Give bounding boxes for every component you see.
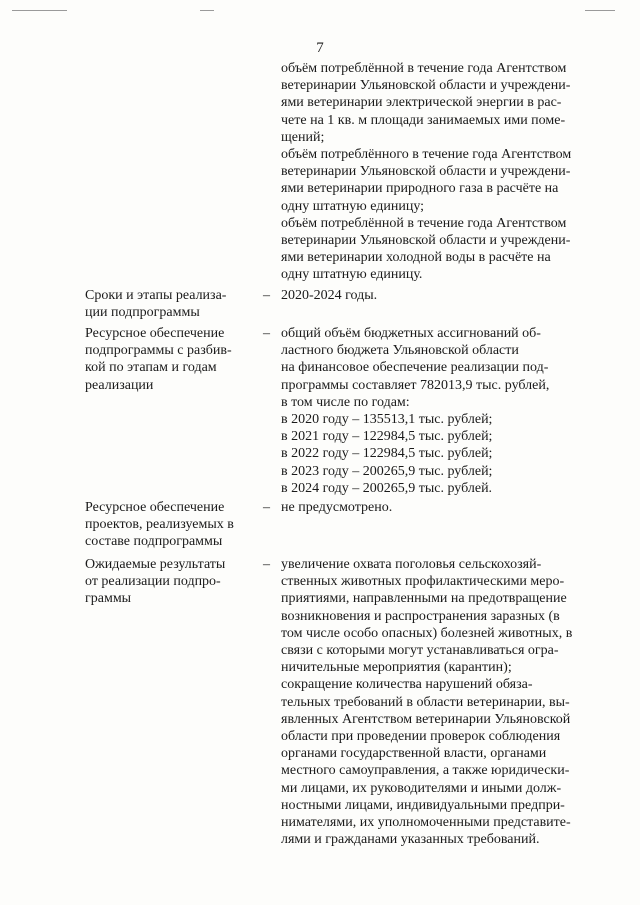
text-line: чете на 1 кв. м площади занимаемых ими поме-: [281, 112, 566, 128]
row-dash: –: [263, 288, 270, 303]
value-line: не предусмотрено.: [281, 500, 393, 515]
text-line: ями ветеринарии холодной воды в расчёте на: [281, 250, 551, 266]
value-line: ми лицами, их руководителями и иными долж-: [281, 780, 562, 796]
label-line: кой по этапам и годам: [85, 360, 217, 376]
text-line: объём потреблённой в течение года Агентством: [281, 215, 567, 231]
value-line: области при проведении проверок соблюдения: [281, 729, 561, 745]
row-label: [85, 556, 245, 608]
row-value: [281, 556, 601, 848]
row-value: [281, 325, 601, 497]
label-line: Ресурсное обеспечение: [85, 500, 225, 515]
value-line: ственных животных профилактическими меро-: [281, 574, 565, 590]
value-line: программы составляет 782013,9 тыс. рублей,: [281, 377, 550, 393]
row-value: [281, 499, 601, 516]
text-line: ветеринарии Ульяновской области и учреждени-: [281, 164, 571, 180]
label-line: Ожидаемые результаты: [85, 557, 226, 572]
text-line: ями ветеринарии электрической энергии в рас-: [281, 95, 562, 111]
value-line: органами государственной власти, органами: [281, 746, 547, 762]
scan-artifact-line: [12, 10, 67, 11]
scan-artifact-line: [585, 10, 615, 11]
value-line: в 2021 году – 122984,5 тыс. рублей;: [281, 429, 493, 445]
value-line: ластного бюджета Ульяновской области: [281, 343, 519, 359]
text-line: одну штатную единицу.: [281, 267, 423, 283]
label-line: составе подпрограммы: [85, 534, 223, 550]
value-line: в том числе по годам:: [281, 394, 410, 410]
row-label: [85, 287, 245, 321]
scan-artifact-line: [200, 10, 214, 11]
value-line: ничительные мероприятия (карантин);: [281, 660, 512, 676]
text-line: щений;: [281, 129, 325, 145]
label-line: Ресурсное обеспечение: [85, 326, 225, 341]
value-line: явленных Агентством ветеринарии Ульяновской: [281, 711, 571, 727]
row-dash: –: [263, 500, 270, 515]
value-line: общий объём бюджетных ассигнований об-: [281, 326, 541, 341]
value-line: в 2022 году – 122984,5 тыс. рублей;: [281, 446, 493, 462]
text-line: ветеринарии Ульяновской области и учреждени-: [281, 78, 571, 94]
label-line: подпрограммы с разбив-: [85, 343, 232, 359]
value-line: том числе особо опасных) болезней животных, в: [281, 625, 573, 641]
text-line: ями ветеринарии природного газа в расчёте на: [281, 181, 559, 197]
label-line: от реализации подпро-: [85, 574, 221, 590]
value-line: сокращение количества нарушений обяза-: [281, 677, 533, 693]
value-line: на финансовое обеспечение реализации под-: [281, 360, 549, 376]
value-line: в 2024 году – 200265,9 тыс. рублей.: [281, 480, 493, 496]
value-line: 2020-2024 годы.: [281, 288, 378, 303]
value-line: местного самоуправления, а также юридически-: [281, 763, 570, 779]
label-line: Сроки и этапы реализа-: [85, 288, 227, 303]
label-line: реализации: [85, 377, 154, 393]
row-dash: –: [263, 557, 270, 572]
value-line: ностными лицами, индивидуальными предпри-: [281, 797, 565, 813]
continued-indicators-text: [281, 60, 601, 284]
value-line: возникновения и распространения заразных (в: [281, 608, 560, 624]
value-line: приятиями, направленными на предотвращение: [281, 591, 567, 607]
label-line: граммы: [85, 591, 132, 607]
text-line: одну штатную единицу;: [281, 198, 425, 214]
value-line: в 2023 году – 200265,9 тыс. рублей;: [281, 463, 493, 479]
page-number: 7: [316, 40, 324, 56]
value-line: нимателями, их уполномоченными представите-: [281, 815, 571, 831]
value-line: в 2020 году – 135513,1 тыс. рублей;: [281, 412, 493, 428]
value-line: связи с которыми могут устанавливаться огра-: [281, 643, 559, 659]
text-line: ветеринарии Ульяновской области и учреждени-: [281, 233, 571, 249]
value-line: тельных требований в области ветеринарии, вы-: [281, 694, 570, 710]
value-line: лями и гражданами указанных требований.: [281, 832, 540, 848]
row-label: [85, 325, 245, 394]
label-line: ции подпрограммы: [85, 305, 200, 321]
row-value: [281, 287, 601, 304]
row-dash: –: [263, 326, 270, 341]
row-label: [85, 499, 245, 551]
value-line: увеличение охвата поголовья сельскохозяй-: [281, 557, 542, 572]
text-line: объём потреблённого в течение года Агентством: [281, 147, 572, 163]
label-line: проектов, реализуемых в: [85, 517, 234, 533]
text-line: объём потреблённой в течение года Агентством: [281, 61, 567, 76]
